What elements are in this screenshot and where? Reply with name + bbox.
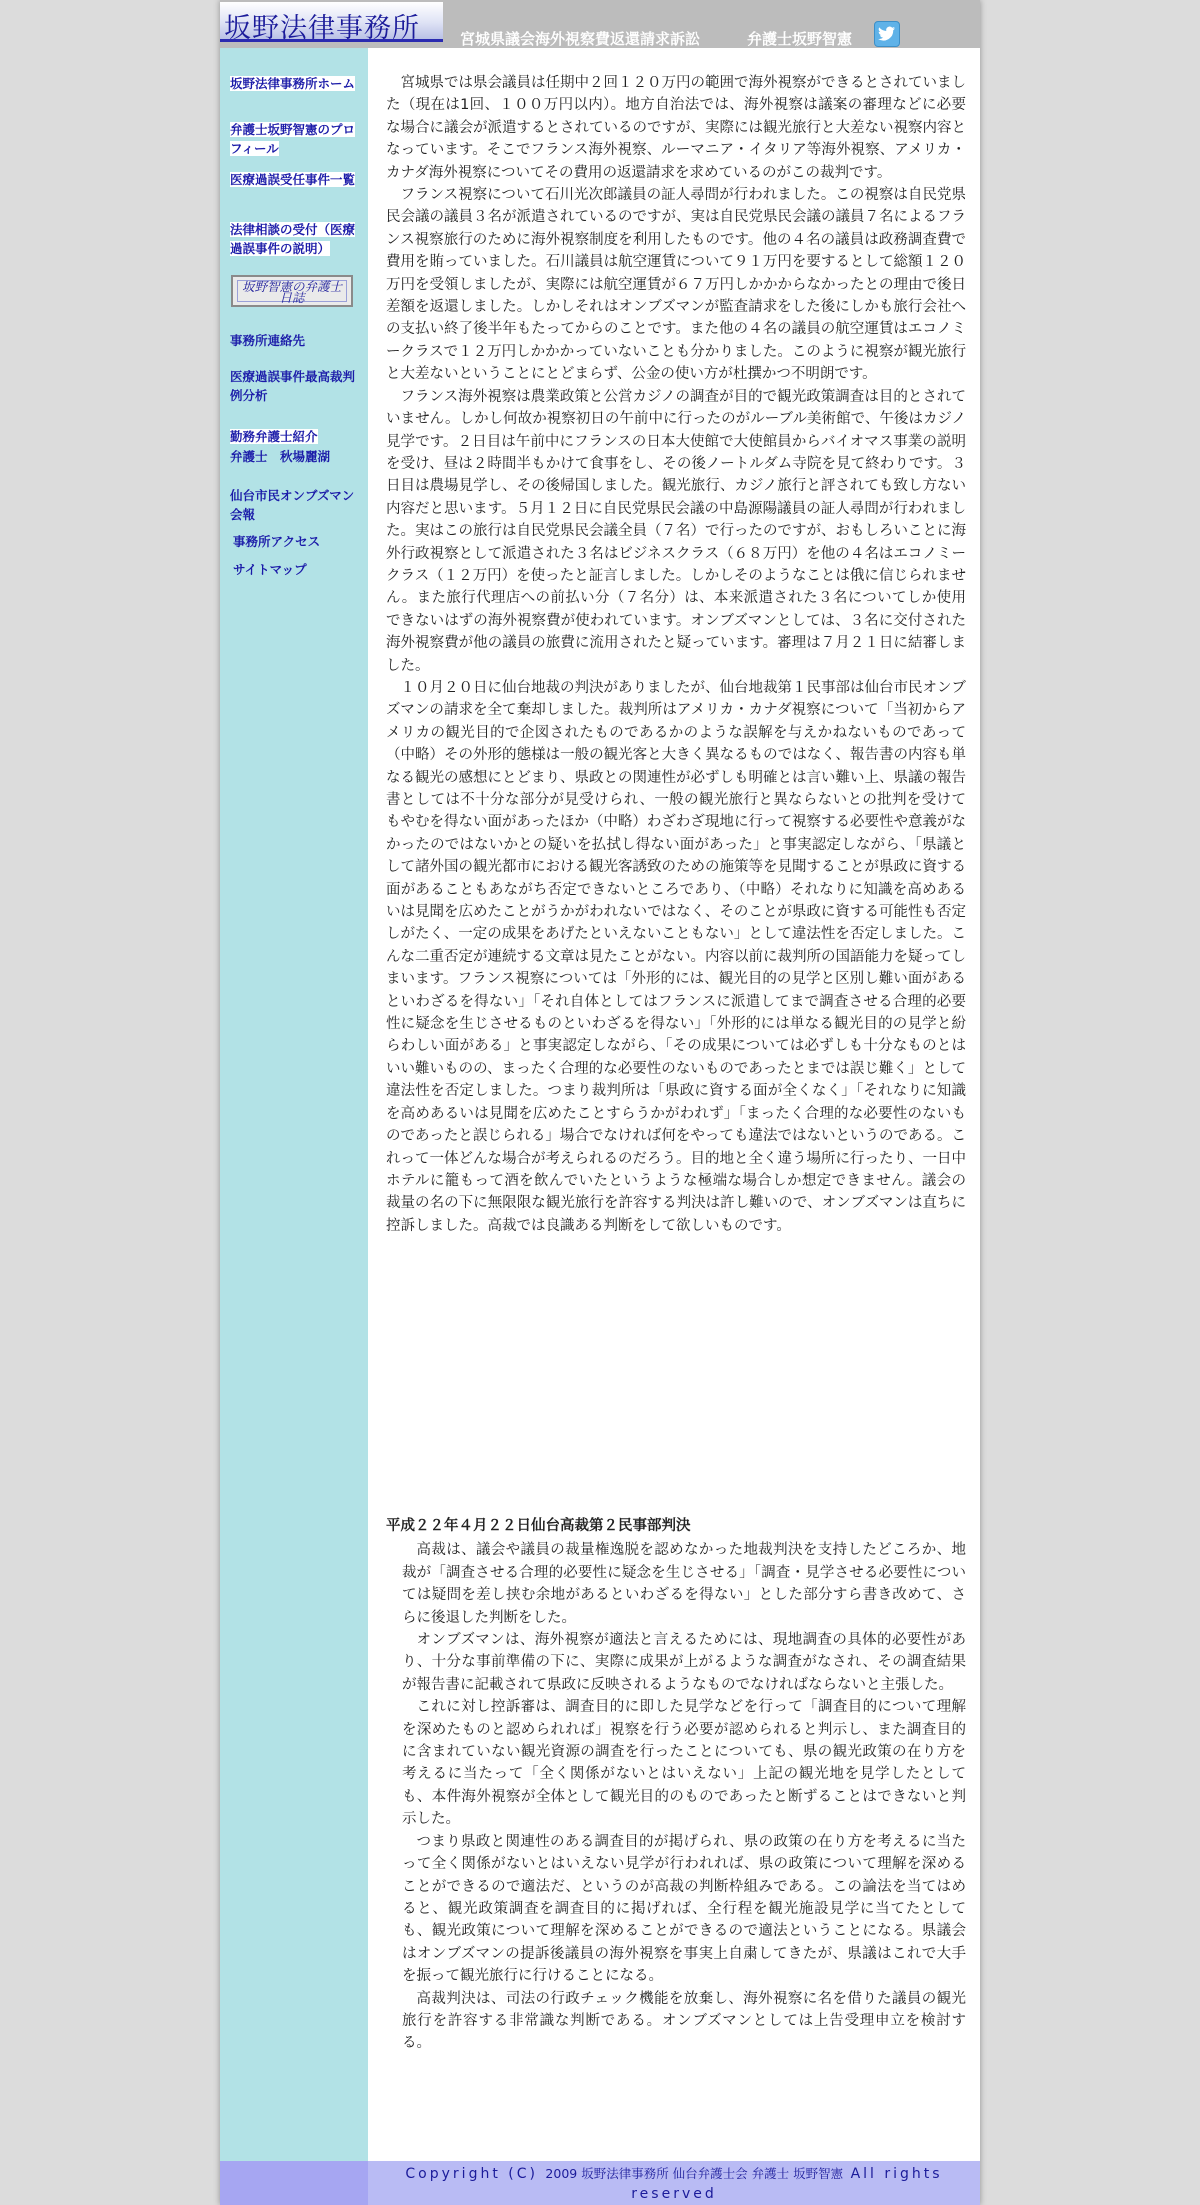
copyright-notice (368, 2161, 980, 2205)
page-title: 宮城県議会海外視察費返還請求訴訟 (460, 30, 701, 48)
article-paragraph: １０月２０日に仙台地裁の判決がありましたが、仙台地裁第１民事部は仙台市民オンブズマンの請求を全て棄却しました。裁判所はアメリカ・カナダ視察について「当初からアメリカの観光目的で企図されたものであるかのような誤解を与えかねないものであって（中略）その外形的態様は一般の観光客と大きく異なるものではなく、報告書の内容も単なる観光の感想にとどまり、県政との関連性が必ずしも明確とは言い難い上、県議の報告書としては不十分な部分が見受けられ、一般の観光旅行と異ならないとの批判を受けてもやむを得ない面があったほか（中略）わざわざ現地に行って視察する必要性や意義がなかったのではないかとの疑いを払拭し得ない面があった」と事実認定しながら、「県議として諸外国の観光都市における観光客誘致のための施策等を見聞することが県政に資する面があることもあながち否定できないところであり、（中略）それなりに知識を高めあるいは見聞を広めたことがうかがわれないではなく、そのことが県政に資する可能性も否定しがたく、一定の成果をあげたといえないこともない」として違法性を否定しました。こんな二重否定が連続する文章は見たことがない。内容以前に裁判所の国語能力を疑ってしまいます。フランス視察については「外形的には、観光目的の見学と区別し難い面があるといわざるを得ない」「それ自体としてはフランスに派遣してまで調査させる合理的必要性に疑念を生じさせるものといわざるを得ない」「外形的には単なる観光目的の見学と紛らわしい面がある」と事実認定しながら、「その成果については必ずしも十分なものとはいい難いものの、まったく合理的な必要性のないものであったとまでは誤じ難く」として違法性を否定しました。つまり裁判所は「県政に資する面が全くなく」「それなりに知識を高めあるいは見聞を広めたことすらうかがわれず」「まったく合理的な必要性のないものであったと誤じられる」場合でなければ何をやっても違法ではないというのである。これって一体どんな場合が考えられるのだろう。目的地と全く違う場所に行ったり、一日中ホテルに籠もって酒を飲んでいたというような極端な場合しか想定できません。議会の裁量の名の下に無限限な観光旅行を許容する判決は許し難いので、オンブズマンは直ちに控訴しました。高裁では良識ある判断をして欲しいものです。 (386, 679, 966, 1234)
sidebar-item-profile[interactable]: 弁護士坂野智憲のプロフィール (230, 122, 356, 156)
ruling-heading: 平成２２年４月２２日仙台高裁第２民事部判決 (386, 1518, 691, 1534)
diary-button[interactable] (231, 275, 353, 307)
twitter-bird-icon[interactable] (874, 21, 900, 47)
sidebar-item-case-list[interactable]: 医療過誤受任事件一覧 (230, 172, 356, 187)
sidebar-item-precedent-analysis[interactable]: 医療過誤事件最高裁判例分析 (230, 369, 356, 403)
article-paragraph: フランス海外視察は農業政策と公営カジノの調査が目的で観光政策調査は目的とされていません。しかし何故か視察初日の午前中に行ったのがルーブル美術館で、午後はカジノ見学です。２日目は午前中にフランスの日本大使館で大使館員からバイオマス事業の説明を受け、昼は２時間半もかけて食事をし、その後ノートルダム寺院を見て終わりです。３日目は農場見学し、その後帰国しました。観光旅行、カジノ旅行と評されても致し方ない内容だと思います。５月１２日に自民党県民会議の中島源陽議員の証人尋問が行われました。実はこの旅行は自民党県民会議全員（７名）で行ったのですが、おもしろいことに海外行政視察として派遣された３名はビジネスクラス（６８万円）を他の４名はエコノミークラス（１２万円）を使ったと証言しました。しかしそのようなことは俄に信じられません。また旅行代理店への前払い分（７名分）は、本来派遣された３名についてしか使用できないはずの海外視察費が使われています。オンブズマンとしては、３名に交付された海外視察費が他の議員の旅費に流用されたと疑っています。審理は７月２１日に結審しました。 (386, 388, 966, 674)
ruling-paragraph: 高裁判決は、司法の行政チェック機能を放棄し、海外視察に名を借りた議員の観光旅行を許容する非常識な判断である。オンブズマンとしては上告受理申立を検討する。 (402, 1990, 966, 2052)
sidebar-item-lawyer-akiba[interactable]: 弁護士 秋場麗湖 (230, 449, 331, 464)
ruling-paragraph: オンブズマンは、海外視察が適法と言えるためには、現地調査の具体的必要性があり、十分な事前準備の下に、実際に成果が上がるような調査がなされ、その調査結果が報告書に記載されて県政に反映されるようなものでなければならないと主張した。 (402, 1632, 966, 1693)
copyright-label: Copyright (C) (405, 2166, 538, 2182)
sidebar-item-consultation[interactable]: 法律相談の受付（医療過誤事件の説明） (230, 222, 356, 256)
author-name: 弁護士坂野智憲 (747, 30, 853, 48)
logo-text: 坂野法律事務所 (224, 13, 420, 44)
copyright-rights: All rights reserved (631, 2166, 943, 2202)
copyright-holder: 2009 坂野法律事務所 仙台弁護士会 弁護士 坂野智憲 (545, 2166, 844, 2181)
ruling-body (386, 1539, 966, 2054)
diary-button-label: 坂野智憲の弁護士日誌 (237, 280, 347, 302)
sidebar-nav (220, 48, 368, 2161)
page-container (220, 0, 980, 2205)
site-logo[interactable] (220, 2, 443, 42)
ruling-paragraph: つまり県政と関連性のある調査目的が掲げられ、県の政策の在り方を考えるに当たって全く関係がないとはいえない見学が行われれば、県の政策について理解を深めることができるので適法だ、というのが高裁の判断枠組みである。この論法を当てはめると、観光政策調査を調査目的に掲げれば、全行程を観光施設見学に当てたとしても、観光政策について理解を深めることができるので適法ということになる。県議会はオンブズマンの提訴後議員の海外視察を事実上自粛してきたが、県議はこれで大手を振って観光旅行に行けることになる。 (402, 1833, 966, 1985)
site-footer (220, 2161, 980, 2205)
sidebar-item-ombudsman-newsletter[interactable]: 仙台市民オンブズマン会報 (230, 488, 355, 522)
ruling-paragraph: これに対し控訴審は、調査目的に即した見学などを行って「調査目的について理解を深めたものと認められれば」視察を行う必要が認められると判示し、また調査目的に含まれていない観光資源の調査を行ったことについても、県の観光政策の在り方を考えるに当たって「全く関係がないとはいえない」上記の観光地を見学したとしても、本件海外視察が全体として観光目的のものであったと断ずることはできないと判示した。 (402, 1699, 966, 1828)
site-header (220, 0, 980, 48)
sidebar-item-sitemap[interactable]: サイトマップ (233, 562, 307, 577)
sidebar-item-access[interactable]: 事務所アクセス (233, 534, 321, 549)
ruling-paragraph: 高裁は、議会や議員の裁量権逸脱を認めなかった地裁判決を支持したどころか、地裁が「調査させる合理的必要性に疑念を生じさせる」「調査・見学させる必要性については疑問を差し挟む余地があるといわざるを得ない」とした部分すら書き改めて、さらに後退した判断をした。 (402, 1542, 966, 1626)
article-paragraph: フランス視察について石川光次郎議員の証人尋問が行われました。この視察は自民党県民会議の議員３名が派遣されているのですが、実は自民党県民会議の議員７名によるフランス視察旅行のために海外視察制度を利用したものです。他の４名の議員は政務調査費で費用を賄っていました。石川議員は航空運賃について９１万円を要するとして総額１２０万円を受領しましたが、実際には航空運賃が６７万円しかかからなかったとの理由で後日差額を返還しました。しかしそれはオンブズマンが監査請求をした後にしかも旅行会社への支払い終了後半年もたってからのことです。また他の４名の議員の航空運賃はエコノミークラスで１２万円しかかかっていないことも分かりました。このように視察が観光旅行と大差ないということにとどまらず、公金の使い方が杜撰かつ不明朗です。 (386, 187, 966, 383)
high-court-ruling-section (386, 1515, 966, 2055)
sidebar-item-home[interactable]: 坂野法律事務所ホーム (230, 76, 356, 91)
sidebar-item-staff-lawyer[interactable]: 勤務弁護士紹介 (230, 429, 318, 444)
main-content (386, 72, 966, 1237)
article-paragraph: 宮城県では県会議員は任期中２回１２０万円の範囲で海外視察ができるとされていました（現在は1回、１００万円以内）。地方自治法では、海外視察は議案の審理などに必要な場合に議会が派遣するとされているのですが、実際には観光旅行と大差ない視察内容となっています。そこでフランス海外視察、ルーマニア・イタリア等海外視察、アメリカ・カナダ海外視察についてその費用の返還請求を求めているのがこの裁判です。 (386, 75, 966, 181)
sidebar-item-contact[interactable]: 事務所連絡先 (230, 333, 306, 348)
